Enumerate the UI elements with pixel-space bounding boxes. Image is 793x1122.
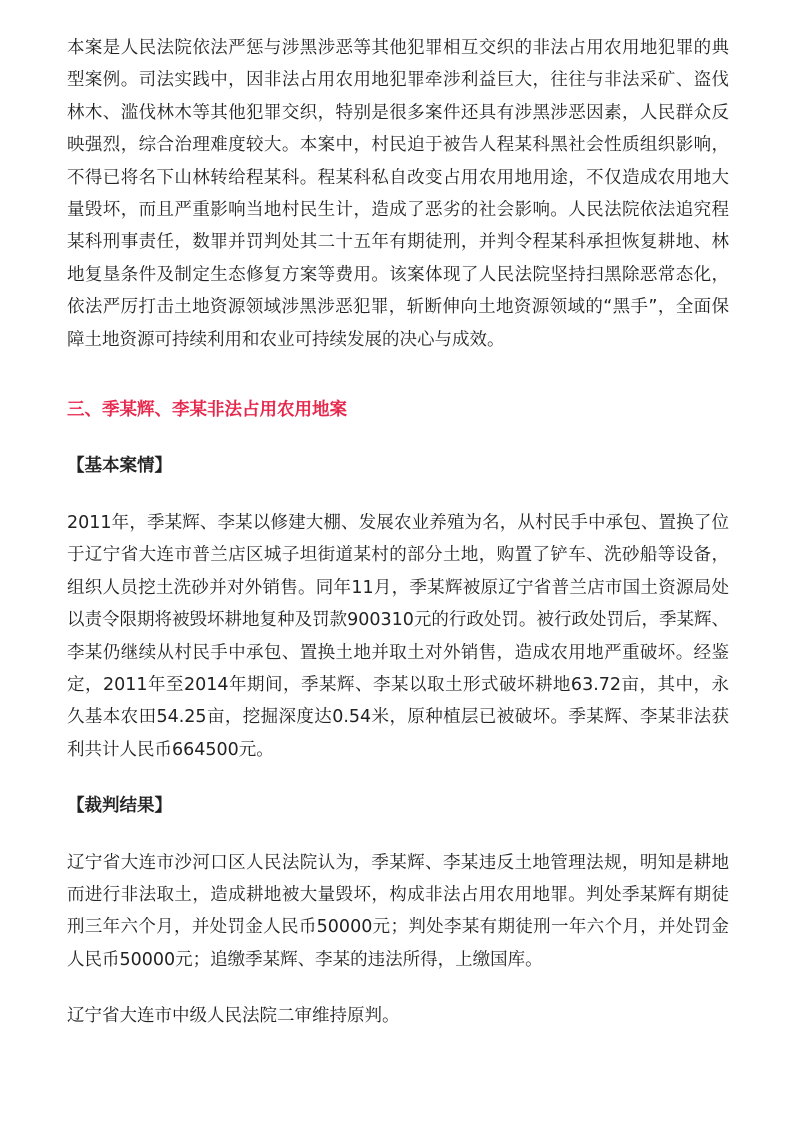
intro-paragraph: 本案是人民法院依法严惩与涉黑涉恶等其他犯罪相互交织的非法占用农用地犯罪的典型案例。司法实践中，因非法占用农用地犯罪牵涉利益巨大，往往与非法采矿、盗伐林木、滥伐林木等其他犯罪交织，特别是很多案件还具有涉黑涉恶因素，人民群众反映强烈，综合治理难度较大。本案中，村民迫于被告人程某科黑社会性质组织影响，不得已将名下山林转给程某科。程某科私自改变占用农用地用途，不仅造成农用地大量毁坏，而且严重影响当地村民生计，造成了恶劣的社会影响。人民法院依法追究程某科刑事责任，数罪并罚判处其二十五年有期徒刑，并判令程某科承担恢复耕地、林地复垦条件及制定生态修复方案等费用。该案体现了人民法院坚持扫黑除恶常态化，依法严厉打击土地资源领域涉黑涉恶犯罪，斩断伸向土地资源领域的“黑手”，全面保障土地资源可持续利用和农业可持续发展的决心与成效。 [67, 38, 729, 350]
judgment-paragraph: 辽宁省大连市沙河口区人民法院认为，季某辉、李某违反土地管理法规，明知是耕地而进行非法取土，造成耕地被大量毁坏，构成非法占用农用地罪。判处季某辉有期徒刑三年六个月，并处罚金人民币50000元；判处李某有期徒刑一年六个月，并处罚金人民币50000元；追缴季某辉、李某的违法所得，上缴国库。 [67, 852, 729, 970]
basic-facts-heading: 【基本案情】 [67, 456, 172, 477]
appeal-paragraph: 辽宁省大连市中级人民法院二审维持原判。 [67, 1006, 400, 1027]
judgment-heading: 【裁判结果】 [67, 796, 172, 817]
section-title: 三、季某辉、李某非法占用农用地案 [67, 400, 347, 421]
document-page [67, 32, 729, 1033]
basic-facts-paragraph: 2011年，季某辉、李某以修建大棚、发展农业养殖为名，从村民手中承包、置换了位于辽宁省大连市普兰店区城子坦街道某村的部分土地，购置了铲车、洗砂船等设备，组织人员挖土洗砂并对外销售。同年11月，季某辉被原辽宁省普兰店市国土资源局处以责令限期将被毁坏耕地复种及罚款900310元的行政处罚。被行政处罚后，季某辉、李某仍继续从村民手中承包、置换土地并取土对外销售，造成农用地严重破坏。经鉴定，2011年至2014年期间，季某辉、李某以取土形式破坏耕地63.72亩，其中，永久基本农田54.25亩，挖掘深度达0.54米，原种植层已被破坏。季某辉、李某非法获利共计人民币664500元。 [67, 512, 729, 760]
